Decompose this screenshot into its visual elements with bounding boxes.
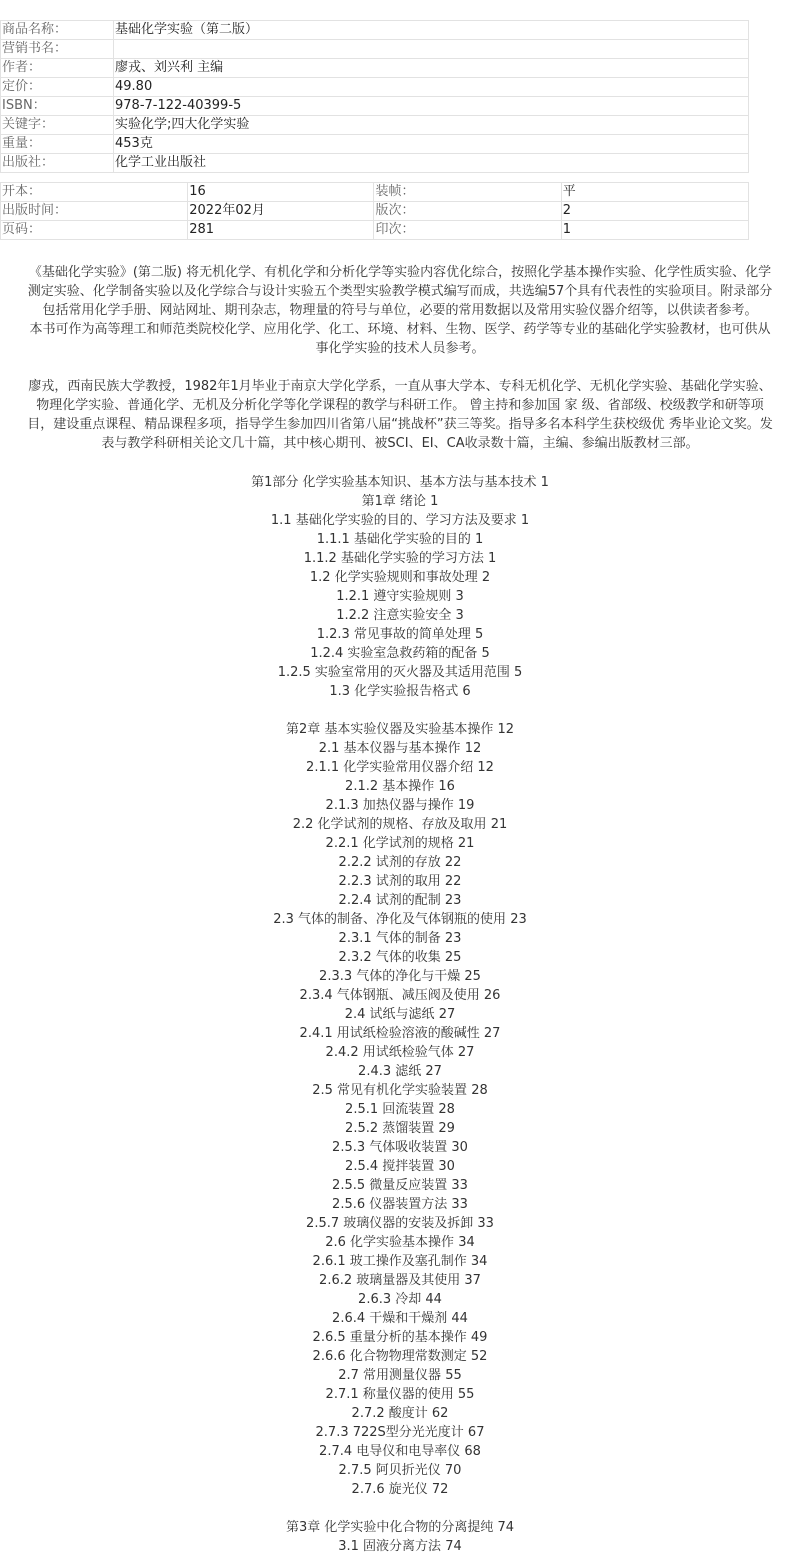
info-row [1, 78, 749, 97]
info-value: 978-7-122-40399-5 [114, 97, 749, 116]
toc-entry: 2.5.6 仪器装置方法 33 [332, 1197, 468, 1212]
toc-entry: 2.1.1 化学实验常用仪器介绍 12 [306, 760, 494, 775]
toc-entry: 2.7.3 722S型分光光度计 67 [315, 1425, 485, 1440]
toc-entry: 1.2 化学实验规则和事故处理 2 [309, 570, 491, 585]
detail-label: 印次： [374, 221, 561, 240]
toc-entry: 2.6.2 玻璃量器及其使用 37 [319, 1273, 481, 1288]
toc-entry: 2.7.5 阿贝折光仪 70 [338, 1463, 462, 1478]
toc-entry: 2.6 化学实验基本操作 34 [325, 1235, 475, 1250]
description-line: 《基础化学实验》(第二版) 将无机化学、有机化学和分析化学等实验内容优化综合，按照化学基本操作实验、化学性质实验、化学 [28, 265, 772, 280]
toc-entry: 1.1.1 基础化学实验的目的 1 [316, 532, 484, 547]
author-intro-line: 目，建设重点课程、精品课程多项，指导学生参加四川省第八届“挑战杯”获三等奖。指导多名本科学生获校级优 秀毕业论文奖。发 [27, 417, 773, 432]
toc-entry: 2.6.5 重量分析的基本操作 49 [312, 1330, 488, 1345]
info-value: 廖戎、刘兴利 主编 [114, 59, 749, 78]
toc-entry: 2.6.4 干燥和干燥剂 44 [332, 1311, 468, 1326]
toc-entry: 2.4 试纸与滤纸 27 [344, 1007, 456, 1022]
info-label: 定价： [1, 78, 114, 97]
toc-entry: 2.7.4 电导仪和电导率仪 68 [319, 1444, 481, 1459]
detail-label: 开本： [1, 183, 188, 202]
toc-entry: 1.2.5 实验室常用的灭火器及其适用范围 5 [277, 665, 523, 680]
toc-entry: 2.4.2 用试纸检验气体 27 [325, 1045, 475, 1060]
detail-row [1, 221, 749, 240]
toc-entry: 2.7.2 酸度计 62 [351, 1406, 449, 1421]
info-row [1, 97, 749, 116]
toc-entry [0, 701, 800, 720]
info-label: 关键字： [1, 116, 114, 135]
info-value [114, 40, 749, 59]
table-of-contents [0, 473, 800, 1556]
info-row [1, 135, 749, 154]
toc-entry: 2.4.3 滤纸 27 [358, 1064, 442, 1079]
toc-entry: 2.7.6 旋光仪 72 [351, 1482, 449, 1497]
description-line: 测定实验、化学制备实验以及化学综合与设计实验五个类型实验教学模式编写而成，共选编57个具有代表性的实验项目。附录部分 [27, 284, 773, 299]
info-row [1, 40, 749, 59]
info-row [1, 59, 749, 78]
detail-value: 2 [561, 202, 748, 221]
info-value: 实验化学;四大化学实验 [114, 116, 749, 135]
description-line: 事化学实验的技术人员参考。 [315, 341, 485, 356]
toc-entry: 2.6.1 玻工操作及塞孔制作 34 [312, 1254, 488, 1269]
info-label: 营销书名： [1, 40, 114, 59]
author-intro-line: 表与教学科研相关论文几十篇，其中核心期刊、被SCI、EI、CA收录数十篇，主编、参编出版教材三部。 [101, 436, 699, 451]
info-label: 作者： [1, 59, 114, 78]
info-row [1, 154, 749, 173]
detail-row [1, 202, 749, 221]
toc-entry: 1.2.3 常见事故的简单处理 5 [316, 627, 484, 642]
detail-value: 1 [561, 221, 748, 240]
toc-entry: 2.5.1 回流装置 28 [345, 1102, 455, 1117]
info-value: 基础化学实验（第二版） [114, 21, 749, 40]
toc-entry: 2.1.2 基本操作 16 [345, 779, 455, 794]
author-intro-line: 物理化学实验、普通化学、无机及分析化学等化学课程的教学与科研工作。 曾主持和参加国 家 级、省部级、校级教学和研等项 [36, 398, 764, 413]
toc-entry: 2.1 基本仪器与基本操作 12 [318, 741, 482, 756]
toc-entry: 2.3.3 气体的净化与干燥 25 [319, 969, 481, 984]
info-value: 453克 [114, 135, 749, 154]
description-line: 本书可作为高等理工和师范类院校化学、应用化学、化工、环境、材料、生物、医学、药学等专业的基础化学实验教材，也可供从 [29, 322, 771, 337]
toc-entry: 2.3.2 气体的收集 25 [338, 950, 462, 965]
info-label: ISBN： [1, 97, 114, 116]
toc-entry: 2.2.3 试剂的取用 22 [338, 874, 462, 889]
toc-entry: 2.5.5 微量反应装置 33 [332, 1178, 468, 1193]
toc-entry [0, 1499, 800, 1518]
author-intro-line: 廖戎，西南民族大学教授，1982年1月毕业于南京大学化学系，一直从事大学本、专科无机化学、无机化学实验、基础化学实验、 [28, 379, 772, 394]
book-description [0, 263, 800, 358]
toc-entry: 第2章 基本实验仪器及实验基本操作 12 [285, 722, 515, 737]
detail-value: 平 [561, 183, 748, 202]
toc-entry: 2.5.2 蒸馏装置 29 [345, 1121, 455, 1136]
toc-entry: 1.2.2 注意实验安全 3 [336, 608, 464, 623]
info-label: 重量： [1, 135, 114, 154]
detail-value: 281 [188, 221, 374, 240]
toc-entry: 1.2.1 遵守实验规则 3 [336, 589, 464, 604]
toc-entry: 2.6.3 冷却 44 [358, 1292, 442, 1307]
info-row [1, 116, 749, 135]
toc-entry: 1.1 基础化学实验的目的、学习方法及要求 1 [270, 513, 530, 528]
detail-label: 版次： [374, 202, 561, 221]
toc-entry: 2.3.4 气体钢瓶、减压阀及使用 26 [299, 988, 501, 1003]
detail-row [1, 183, 749, 202]
toc-entry: 第1章 绪论 1 [361, 494, 439, 509]
toc-entry: 1.2.4 实验室急救药箱的配备 5 [310, 646, 490, 661]
info-label: 出版社： [1, 154, 114, 173]
info-label: 商品名称： [1, 21, 114, 40]
info-value: 化学工业出版社 [114, 154, 749, 173]
toc-entry: 2.6.6 化合物物理常数测定 52 [312, 1349, 488, 1364]
toc-entry: 2.3.1 气体的制备 23 [338, 931, 462, 946]
toc-entry: 2.2.2 试剂的存放 22 [338, 855, 462, 870]
toc-entry: 3.1 固液分离方法 74 [338, 1539, 462, 1554]
toc-entry: 1.1.2 基础化学实验的学习方法 1 [303, 551, 497, 566]
detail-label: 页码： [1, 221, 188, 240]
toc-entry: 2.1.3 加热仪器与操作 19 [325, 798, 475, 813]
toc-entry: 2.5 常见有机化学实验装置 28 [312, 1083, 488, 1098]
toc-entry: 第3章 化学实验中化合物的分离提纯 74 [285, 1520, 515, 1535]
toc-entry: 2.5.7 玻璃仪器的安装及拆卸 33 [306, 1216, 494, 1231]
toc-entry: 1.3 化学实验报告格式 6 [329, 684, 471, 699]
detail-value: 2022年02月 [188, 202, 374, 221]
toc-entry: 第1部分 化学实验基本知识、基本方法与基本技术 1 [251, 475, 549, 490]
author-introduction [0, 377, 800, 453]
info-row [1, 21, 749, 40]
toc-entry: 2.3 气体的制备、净化及气体钢瓶的使用 23 [273, 912, 527, 927]
description-line: 包括常用化学手册、网站网址、期刊杂志，物理量的符号与单位，必要的常用数据以及常用实验仪器介绍等，以供读者参考。 [42, 303, 758, 318]
toc-entry: 2.2.4 试剂的配制 23 [338, 893, 462, 908]
toc-entry: 2.5.3 气体吸收装置 30 [332, 1140, 468, 1155]
publication-details-table [0, 182, 749, 240]
detail-value: 16 [188, 183, 374, 202]
toc-entry: 2.7 常用测量仪器 55 [338, 1368, 462, 1383]
toc-entry: 2.5.4 搅拌装置 30 [345, 1159, 455, 1174]
toc-entry: 2.7.1 称量仪器的使用 55 [325, 1387, 475, 1402]
toc-entry: 2.4.1 用试纸检验溶液的酸碱性 27 [299, 1026, 501, 1041]
toc-entry: 2.2.1 化学试剂的规格 21 [325, 836, 475, 851]
info-value: 49.80 [114, 78, 749, 97]
product-info-table [0, 20, 749, 173]
detail-label: 出版时间： [1, 202, 188, 221]
toc-entry: 2.2 化学试剂的规格、存放及取用 21 [292, 817, 508, 832]
detail-label: 装帧： [374, 183, 561, 202]
